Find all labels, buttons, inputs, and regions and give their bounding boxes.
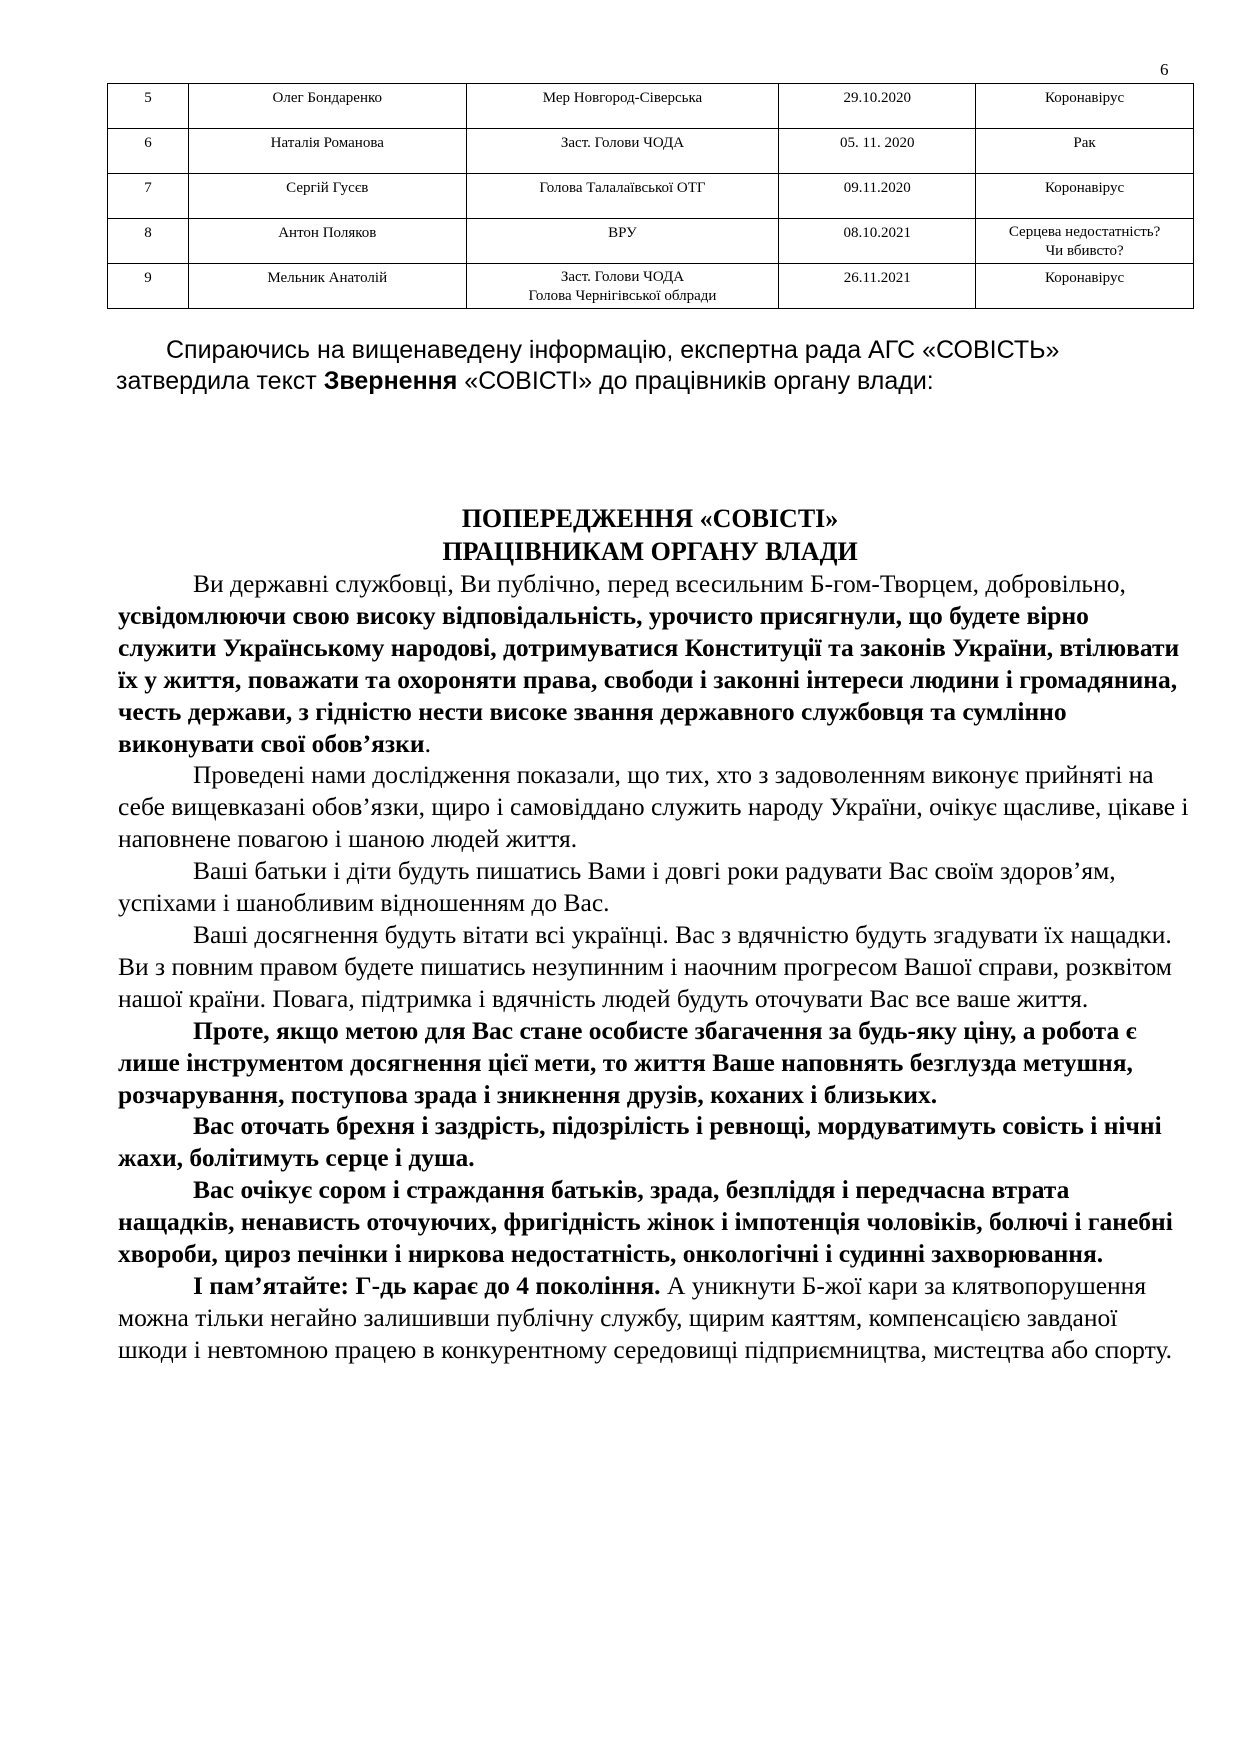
person-name: Олег Бондаренко xyxy=(188,84,466,129)
position-line: Заст. Голови ЧОДА xyxy=(560,269,685,285)
death-cause: Коронавірус xyxy=(976,174,1194,219)
paragraph xyxy=(118,1174,1190,1270)
warning-heading xyxy=(0,502,1240,568)
paragraph xyxy=(118,1270,1190,1366)
paragraph xyxy=(118,1110,1190,1174)
person-name: Сергій Гусєв xyxy=(188,174,466,219)
cause-line: Чи вбивсто? xyxy=(1045,243,1124,259)
paragraph-bold: І пам’ятайте: Г-дь карає до 4 покоління. xyxy=(193,1270,661,1300)
row-number: 8 xyxy=(108,219,189,264)
row-number: 7 xyxy=(108,174,189,219)
death-cause xyxy=(976,219,1194,264)
heading-line-2: ПРАЦІВНИКАМ ОРГАНУ ВЛАДИ xyxy=(442,537,858,566)
person-position: Заст. Голови ЧОДА xyxy=(466,129,779,174)
paragraph-end: . xyxy=(424,728,431,758)
intro-text: Спираючись на вищенаведену інформацію, експертна рада АГС «СОВІСТЬ» затвердила текст xyxy=(116,336,1060,395)
intro-text-end: «СОВІСТІ» до працівників органу влади: xyxy=(457,367,934,395)
death-cause: Рак xyxy=(976,129,1194,174)
table-row xyxy=(108,264,1194,309)
paragraph: Ваші досягнення будуть вітати всі українці. Вас з вдячністю будуть згадувати їх нащадки. Ви з повним правом будете пишатись незупинним і наочним прогресом Вашої справи, розквітом нашої країни. Повага, підтримка і вдячність людей будуть оточувати Вас все ваше життя. xyxy=(118,919,1172,1013)
paragraph xyxy=(118,568,1190,759)
paragraph-bold: Вас очікує сором і страждання батьків, зрада, безпліддя і передчасна втрата нащадків, ненависть оточуючих, фригідність жінок і імпотенція чоловіків, болючі і ганебні хвороби, цироз печінки і ниркова недостатність, онкологічні і судинні захворювання. xyxy=(118,1175,1173,1269)
paragraph-text: А уникнути Б-жої кари за клятвопорушення можна тільки негайно залишивши публічну службу, щирим каяттям, компенсацією завданої шкоди і невтомною працею в конкурентному середовищі підприємництва, мистецтва або спорту. xyxy=(118,1270,1172,1364)
row-number: 6 xyxy=(108,129,189,174)
person-position: Голова Талалаївської ОТГ xyxy=(466,174,779,219)
intro-paragraph xyxy=(116,335,1116,397)
death-date: 09.11.2020 xyxy=(779,174,976,219)
person-position: Мер Новгород-Сіверська xyxy=(466,84,779,129)
person-name: Наталія Романова xyxy=(188,129,466,174)
paragraph-bold: усвідомлюючи свою високу відповідальність, урочисто присягнули, що будете вірно служити Українському народові, дотримуватися Конституції та законів України, втілювати їх у життя, поважати та охороняти права, свободи і законні інтереси людини і громадянина, честь держави, з гідністю нести високе звання державного службовця та сумлінно виконувати свої обов’язки xyxy=(118,600,1180,758)
death-date: 08.10.2021 xyxy=(779,219,976,264)
paragraph-bold: Проте, якщо метою для Вас стане особисте збагачення за будь-яку ціну, а робота є лише інструментом досягнення цієї мети, то життя Ваше наповнять безглузда метушня, розчарування, поступова зрада і зникнення друзів, коханих і близьких. xyxy=(118,1015,1137,1109)
table-row xyxy=(108,84,1194,129)
death-date: 05. 11. 2020 xyxy=(779,129,976,174)
person-position: ВРУ xyxy=(466,219,779,264)
table-row xyxy=(108,129,1194,174)
intro-bold: Звернення xyxy=(323,367,458,395)
table-row xyxy=(108,219,1194,264)
row-number: 5 xyxy=(108,84,189,129)
cause-line: Серцева недостатність? xyxy=(1008,224,1161,240)
position-line: Голова Чернігівської облради xyxy=(528,288,717,304)
paragraph: Ваші батьки і діти будуть пишатись Вами і довгі роки радувати Вас своїм здоров’ям, успіхами і шанобливим відношенням до Вас. xyxy=(118,856,1116,918)
heading-line-1: ПОПЕРЕДЖЕННЯ «СОВІСТІ» xyxy=(461,504,839,533)
paragraph-text: Ви державні службовці, Ви публічно, перед всесильним Б-гом-Творцем, добровільно, xyxy=(193,569,1126,598)
table-row xyxy=(108,174,1194,219)
person-name: Мельник Анатолій xyxy=(188,264,466,309)
death-cause: Коронавірус xyxy=(976,84,1194,129)
paragraph-bold: Вас оточать брехня і заздрість, підозрілість і ревнощі, мордуватимуть совість і нічні жахи, болітимуть серце і душа. xyxy=(118,1111,1162,1173)
person-position xyxy=(466,264,779,309)
death-date: 26.11.2021 xyxy=(779,264,976,309)
officials-table xyxy=(107,83,1194,309)
paragraph: Проведені нами дослідження показали, що тих, хто з задоволенням виконує прийняті на себе вищевказані обов’язки, щиро і самовіддано служить народу України, очікує щасливе, цікаве і наповнене повагою і шаною людей життя. xyxy=(118,760,1189,854)
page-number: 6 xyxy=(1160,60,1169,79)
death-date: 29.10.2020 xyxy=(779,84,976,129)
paragraph xyxy=(118,1015,1190,1111)
person-name: Антон Поляков xyxy=(188,219,466,264)
warning-body xyxy=(118,568,1190,1366)
row-number: 9 xyxy=(108,264,189,309)
death-cause: Коронавірус xyxy=(976,264,1194,309)
